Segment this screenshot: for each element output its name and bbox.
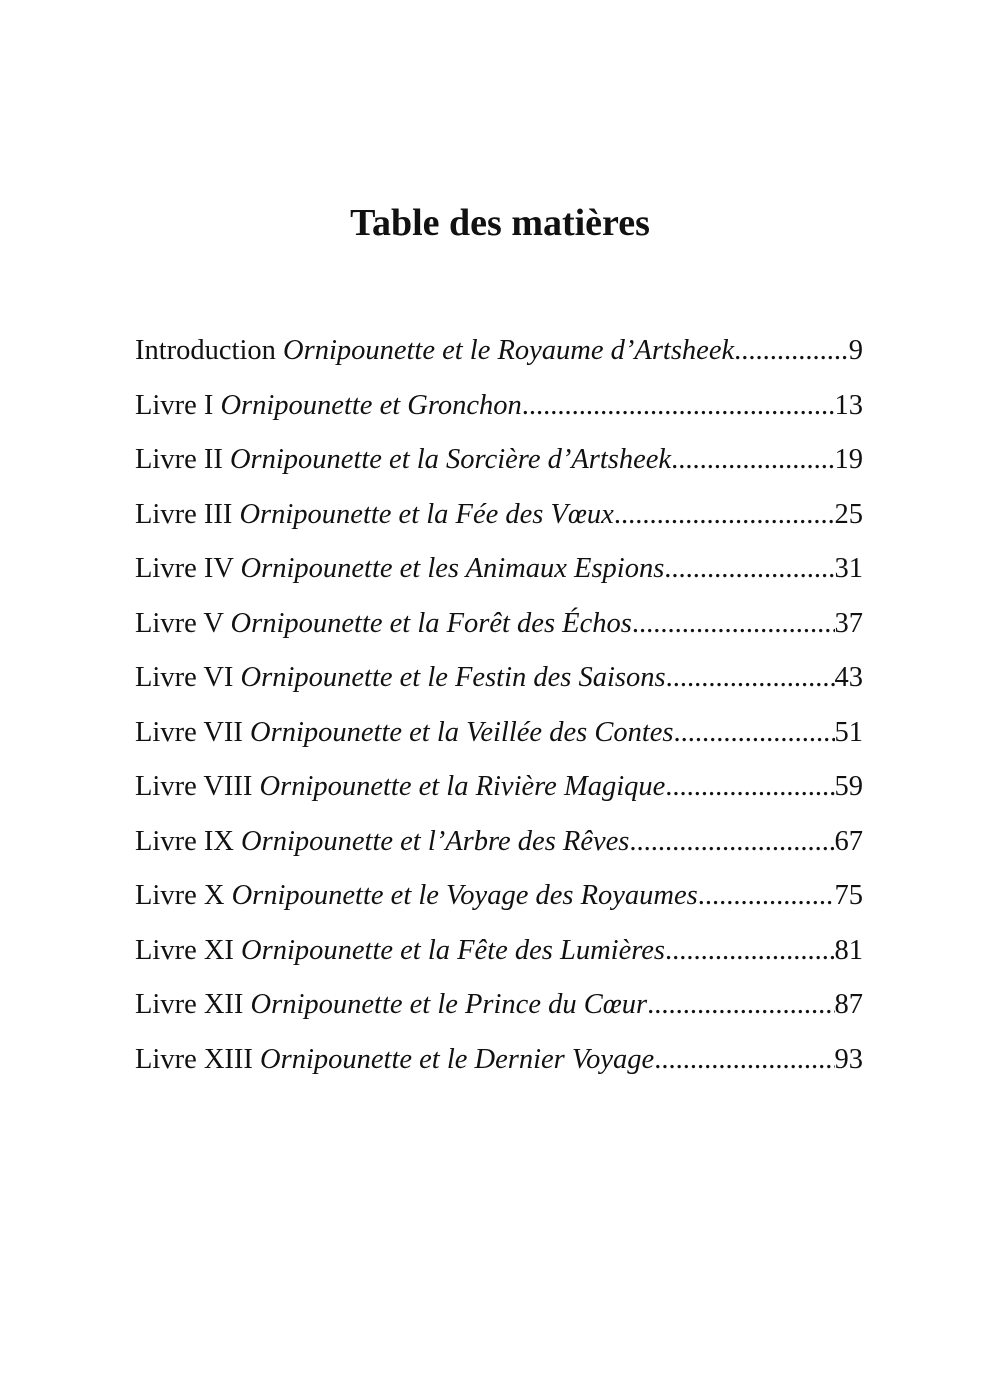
toc-entry-page: 87 bbox=[834, 989, 863, 1020]
toc-entry-page: 51 bbox=[834, 716, 863, 748]
toc-entry-heading bbox=[135, 924, 665, 979]
toc-entry-label: Livre IX bbox=[135, 825, 234, 857]
toc-entry-page: 43 bbox=[834, 662, 863, 693]
toc-entry-page: 13 bbox=[834, 389, 863, 421]
toc-entry bbox=[135, 869, 863, 924]
dot-leader bbox=[664, 542, 834, 597]
toc-entry-title: Ornipounette et Gronchon bbox=[220, 389, 522, 421]
toc-entry-heading bbox=[135, 433, 671, 488]
dot-leader bbox=[673, 706, 834, 761]
toc-entry-label: Introduction bbox=[135, 335, 276, 366]
toc-entry-page: 75 bbox=[834, 880, 863, 911]
toc-entry bbox=[135, 651, 863, 706]
toc-entry bbox=[135, 379, 863, 434]
toc-entry bbox=[135, 815, 863, 870]
dot-leader bbox=[629, 815, 834, 870]
toc-entry-label: Livre I bbox=[135, 389, 214, 421]
dot-leader bbox=[522, 379, 835, 434]
dot-leader bbox=[647, 978, 834, 1033]
page-title: Table des matières bbox=[350, 202, 650, 244]
toc-entry-page: 37 bbox=[834, 607, 863, 639]
toc-entry-title: Ornipounette et le Festin des Saisons bbox=[240, 662, 666, 693]
toc-entry-page: 19 bbox=[834, 444, 863, 475]
toc-entry-label: Livre II bbox=[135, 444, 223, 475]
toc-entry-page: 81 bbox=[834, 934, 863, 966]
toc-entry-label: Livre XII bbox=[135, 989, 244, 1020]
toc-entry-title: Ornipounette et le Prince du Cœur bbox=[250, 989, 648, 1020]
toc-entry-label: Livre VII bbox=[135, 716, 243, 748]
toc-entry-label: Livre VIII bbox=[135, 771, 253, 802]
toc-entry-label: Livre IV bbox=[135, 553, 234, 584]
toc-entry-heading bbox=[135, 324, 734, 379]
toc-entry-heading bbox=[135, 651, 666, 706]
toc-entry-title: Ornipounette et le Royaume d’Artsheek bbox=[283, 335, 735, 366]
toc-entry-title: Ornipounette et la Fée des Vœux bbox=[239, 498, 614, 530]
dot-leader bbox=[614, 488, 835, 543]
toc-entry-heading bbox=[135, 597, 632, 652]
toc-entry-title: Ornipounette et la Sorcière d’Artsheek bbox=[229, 444, 672, 475]
toc-entry-page: 67 bbox=[834, 825, 863, 857]
dot-leader bbox=[671, 433, 834, 488]
toc-entry-heading bbox=[135, 379, 522, 434]
toc-entry-label: Livre III bbox=[135, 498, 233, 530]
toc-entry-label: Livre XIII bbox=[135, 1043, 253, 1075]
toc-entry-page: 93 bbox=[834, 1043, 863, 1075]
dot-leader bbox=[654, 1033, 834, 1088]
dot-leader bbox=[665, 924, 834, 979]
toc-entry-title: Ornipounette et la Fête des Lumières bbox=[241, 934, 666, 966]
toc-entry-heading bbox=[135, 978, 647, 1033]
dot-leader bbox=[666, 651, 835, 706]
toc-entry-heading bbox=[135, 869, 698, 924]
toc-entry-page: 9 bbox=[848, 335, 863, 366]
toc-entry-page: 59 bbox=[834, 771, 863, 802]
toc-entry bbox=[135, 1033, 863, 1088]
toc-entry-title: Ornipounette et le Dernier Voyage bbox=[260, 1043, 655, 1075]
toc-entry-heading bbox=[135, 1033, 654, 1088]
toc-entry-title: Ornipounette et les Animaux Espions bbox=[240, 553, 665, 584]
toc-entry bbox=[135, 542, 863, 597]
toc-entry-title: Ornipounette et la Forêt des Échos bbox=[230, 607, 632, 639]
toc-entry-heading bbox=[135, 815, 629, 870]
toc-entry bbox=[135, 597, 863, 652]
toc-entry-heading bbox=[135, 706, 673, 761]
toc-entry-label: Livre V bbox=[135, 607, 224, 639]
toc-entry-title: Ornipounette et le Voyage des Royaumes bbox=[231, 880, 698, 911]
toc-entry bbox=[135, 978, 863, 1033]
toc-entry-heading bbox=[135, 488, 614, 543]
toc-entry-title: Ornipounette et la Veillée des Contes bbox=[250, 716, 674, 748]
toc-entry bbox=[135, 324, 863, 379]
toc-entry-label: Livre X bbox=[135, 880, 225, 911]
toc-entry-title: Ornipounette et la Rivière Magique bbox=[259, 771, 666, 802]
table-of-contents bbox=[135, 324, 863, 1087]
dot-leader bbox=[665, 760, 834, 815]
toc-entry bbox=[135, 760, 863, 815]
dot-leader bbox=[734, 324, 849, 379]
dot-leader bbox=[698, 869, 835, 924]
toc-entry-heading bbox=[135, 542, 664, 597]
toc-entry bbox=[135, 433, 863, 488]
toc-entry bbox=[135, 488, 863, 543]
toc-entry-page: 25 bbox=[834, 498, 863, 530]
toc-entry bbox=[135, 706, 863, 761]
toc-entry-title: Ornipounette et l’Arbre des Rêves bbox=[241, 825, 630, 857]
toc-entry bbox=[135, 924, 863, 979]
dot-leader bbox=[632, 597, 835, 652]
toc-entry-page: 31 bbox=[834, 553, 863, 584]
toc-entry-heading bbox=[135, 760, 665, 815]
toc-entry-label: Livre VI bbox=[135, 662, 234, 693]
toc-entry-label: Livre XI bbox=[135, 934, 234, 966]
